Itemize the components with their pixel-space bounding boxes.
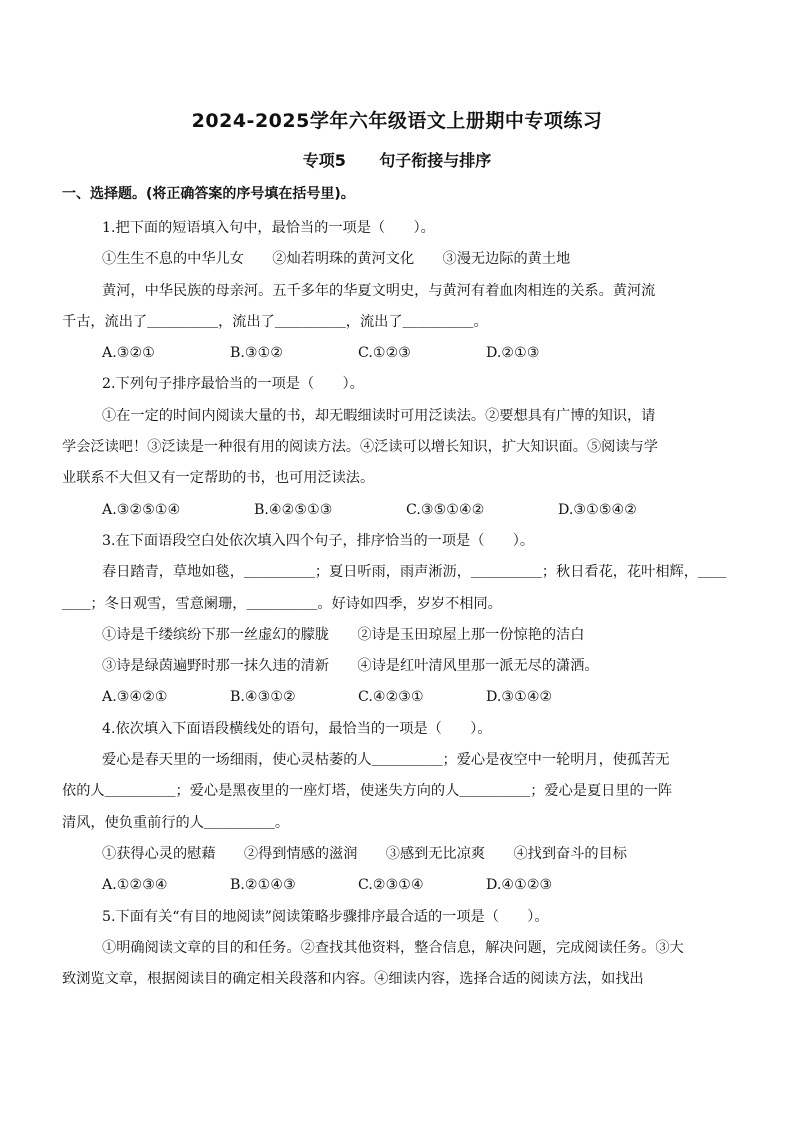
q1-phrases: ①生生不息的中华儿女 ②灿若明珠的黄河文化 ③漫无边际的黄土地 (102, 251, 571, 268)
q4-option-b: B.②①④③ (230, 877, 296, 894)
q1-option-c: C.①②③ (358, 345, 412, 362)
q5-stem: 5.下面有关“有目的地阅读”阅读策略步骤排序最合适的一项是（ ）。 (102, 908, 549, 925)
q4-stem: 4.依次填入下面语段横线处的语句，最恰当的一项是（ ）。 (102, 720, 492, 737)
q2-options (62, 495, 742, 526)
q3-option-d: D.③①④② (486, 689, 553, 706)
q3-passage-line: 春日踏青，草地如毯，＿＿＿＿＿；夏日听雨，雨声淅沥，＿＿＿＿＿；秋日看花，花叶相辉，＿＿ (102, 564, 727, 581)
q3-option-b: B.④③①② (230, 689, 296, 706)
q4-option-c: C.②③①④ (358, 877, 424, 894)
q3-stem: 3.在下面语段空白处依次填入四个句子，排序恰当的一项是（ ）。 (102, 532, 535, 549)
q3-choices-line: ③诗是绿茵遍野时那一抹久违的清新 ④诗是红叶清风里那一派无尽的潇洒。 (102, 658, 599, 675)
q5-passage-line: 致浏览文章，根据阅读目的确定相关段落和内容。④细读内容，选择合适的阅读方法，如找出 (62, 971, 644, 988)
q3-choices-line: ①诗是千缕缤纷下那一丝虚幻的朦胧 ②诗是玉田琼屋上那一份惊艳的洁白 (102, 626, 585, 643)
q3-passage-line: ＿＿；冬日观雪，雪意阑珊，＿＿＿＿＿。好诗如四季，岁岁不相同。 (62, 595, 502, 612)
q2-stem: 2.下列句子排序最恰当的一项是（ ）。 (102, 376, 364, 393)
q4-option-a: A.①②③④ (102, 877, 168, 894)
q4-option-d: D.④①②③ (486, 877, 553, 894)
page-subtitle: 专项5 句子衔接与排序 (302, 151, 492, 170)
q2-passage-line: 业联系不大但又有一定帮助的书，也可用泛读法。 (62, 470, 375, 487)
q2-option-d: D.③①⑤④② (558, 501, 637, 518)
q2-option-c: C.③⑤①④② (406, 501, 485, 518)
section-heading: 一、选择题。(将正确答案的序号填在括号里)。 (62, 186, 355, 202)
q4-passage-line: 清风，使负重前行的人＿＿＿＿＿。 (62, 814, 290, 831)
q1-option-a: A.③②① (102, 345, 155, 362)
q2-passage-line: ①在一定的时间内阅读大量的书，却无暇细读时可用泛读法。②要想具有广博的知识，请 (102, 407, 656, 424)
q2-option-b: B.④②⑤①③ (254, 501, 333, 518)
q1-stem: 1.把下面的短语填入句中，最恰当的一项是（ ）。 (102, 220, 435, 236)
q1-options (62, 338, 742, 369)
q3-option-a: A.③④②① (102, 689, 168, 706)
q4-choices-line: ①获得心灵的慰藉 ②得到情感的滋润 ③感到无比凉爽 ④找到奋斗的目标 (102, 845, 627, 862)
q2-passage-line: 学会泛读吧！③泛读是一种很有用的阅读方法。④泛读可以增长知识，扩大知识面。⑤阅读与学 (62, 439, 658, 456)
q1-option-d: D.②①③ (486, 345, 540, 362)
q4-passage-line: 爱心是春天里的一场细雨，使心灵枯萎的人＿＿＿＿＿；爱心是夜空中一轮明月，使孤苦无 (102, 752, 670, 769)
q4-passage-line: 依的人＿＿＿＿＿；爱心是黑夜里的一座灯塔，使迷失方向的人＿＿＿＿＿；爱心是夏日里的一阵 (62, 783, 673, 800)
q1-option-b: B.③①② (230, 345, 284, 362)
q1-passage-line: 千古，流出了＿＿＿＿＿，流出了＿＿＿＿＿，流出了＿＿＿＿＿。 (62, 313, 488, 330)
questions-body (62, 213, 742, 995)
page-title: 2024-2025学年六年级语文上册期中专项练习 (191, 110, 603, 132)
q2-option-a: A.③②⑤①④ (102, 501, 181, 518)
q3-option-c: C.④②③① (358, 689, 424, 706)
q1-passage-line: 黄河，中华民族的母亲河。五千多年的华夏文明史，与黄河有着血肉相连的关系。黄河流 (102, 282, 656, 299)
q5-passage-line: ①明确阅读文章的目的和任务。②查找其他资料，整合信息，解决问题，完成阅读任务。③大 (102, 939, 684, 956)
q3-options (62, 682, 742, 713)
q4-options (62, 870, 742, 901)
